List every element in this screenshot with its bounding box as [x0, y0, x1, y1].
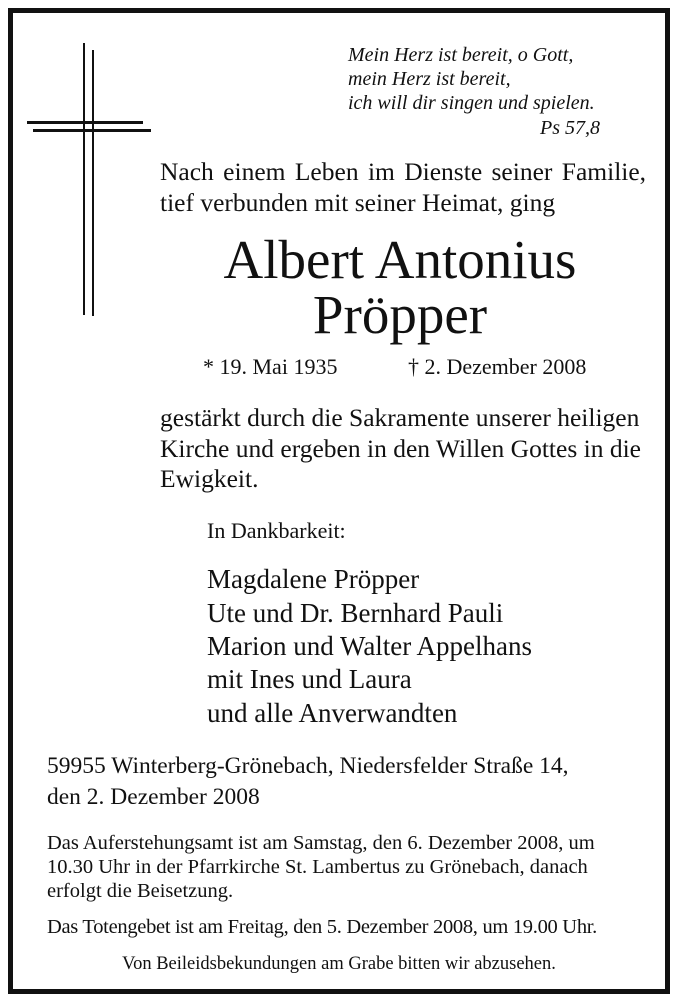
quote-line: ich will dir singen und spielen. [348, 92, 595, 114]
deceased-first-names: Albert Antonius [223, 229, 577, 290]
mourner: und alle Anverwandten [207, 698, 458, 728]
service-line: Das Auferstehungsamt ist am Samstag, den 6. Dezember 2008, um [47, 832, 595, 854]
quote-line: Mein Herz ist bereit, o Gott, [348, 44, 574, 66]
paragraph-line: Ewigkeit. [160, 464, 259, 493]
intro-line: Nach einem Leben im Dienste seiner Familie, [160, 157, 647, 186]
mourner: Magdalene Pröpper [207, 564, 420, 594]
address-date: den 2. Dezember 2008 [47, 784, 260, 810]
mourner: Marion und Walter Appelhans [207, 631, 533, 661]
birth-date: * 19. Mai 1935 [203, 354, 338, 379]
deceased-surname: Pröpper [312, 284, 488, 345]
paragraph-line: gestärkt durch die Sakramente unserer heiligen [160, 403, 640, 432]
service-line: 10.30 Uhr in der Pfarrkirche St. Lambertus zu Grönebach, danach [47, 856, 588, 878]
service-line: erfolgt die Beisetzung. [47, 880, 234, 902]
quote-line: mein Herz ist bereit, [348, 68, 511, 90]
gratitude-label: In Dankbarkeit: [207, 518, 346, 543]
mourner: Ute und Dr. Bernhard Pauli [207, 598, 504, 628]
death-date: † 2. Dezember 2008 [408, 354, 587, 379]
paragraph-line: Kirche und ergeben in den Willen Gottes in die [160, 434, 641, 463]
intro-line: tief verbunden mit seiner Heimat, ging [160, 188, 556, 217]
address-line: 59955 Winterberg-Grönebach, Niedersfelder Straße 14, [47, 753, 569, 779]
mourner: mit Ines und Laura [207, 664, 412, 694]
closing-note: Von Beileidsbekundungen am Grabe bitten wir abzusehen. [122, 954, 556, 974]
prayer-line: Das Totengebet ist am Freitag, den 5. Dezember 2008, um 19.00 Uhr. [47, 916, 597, 938]
quote-reference: Ps 57,8 [540, 117, 600, 139]
